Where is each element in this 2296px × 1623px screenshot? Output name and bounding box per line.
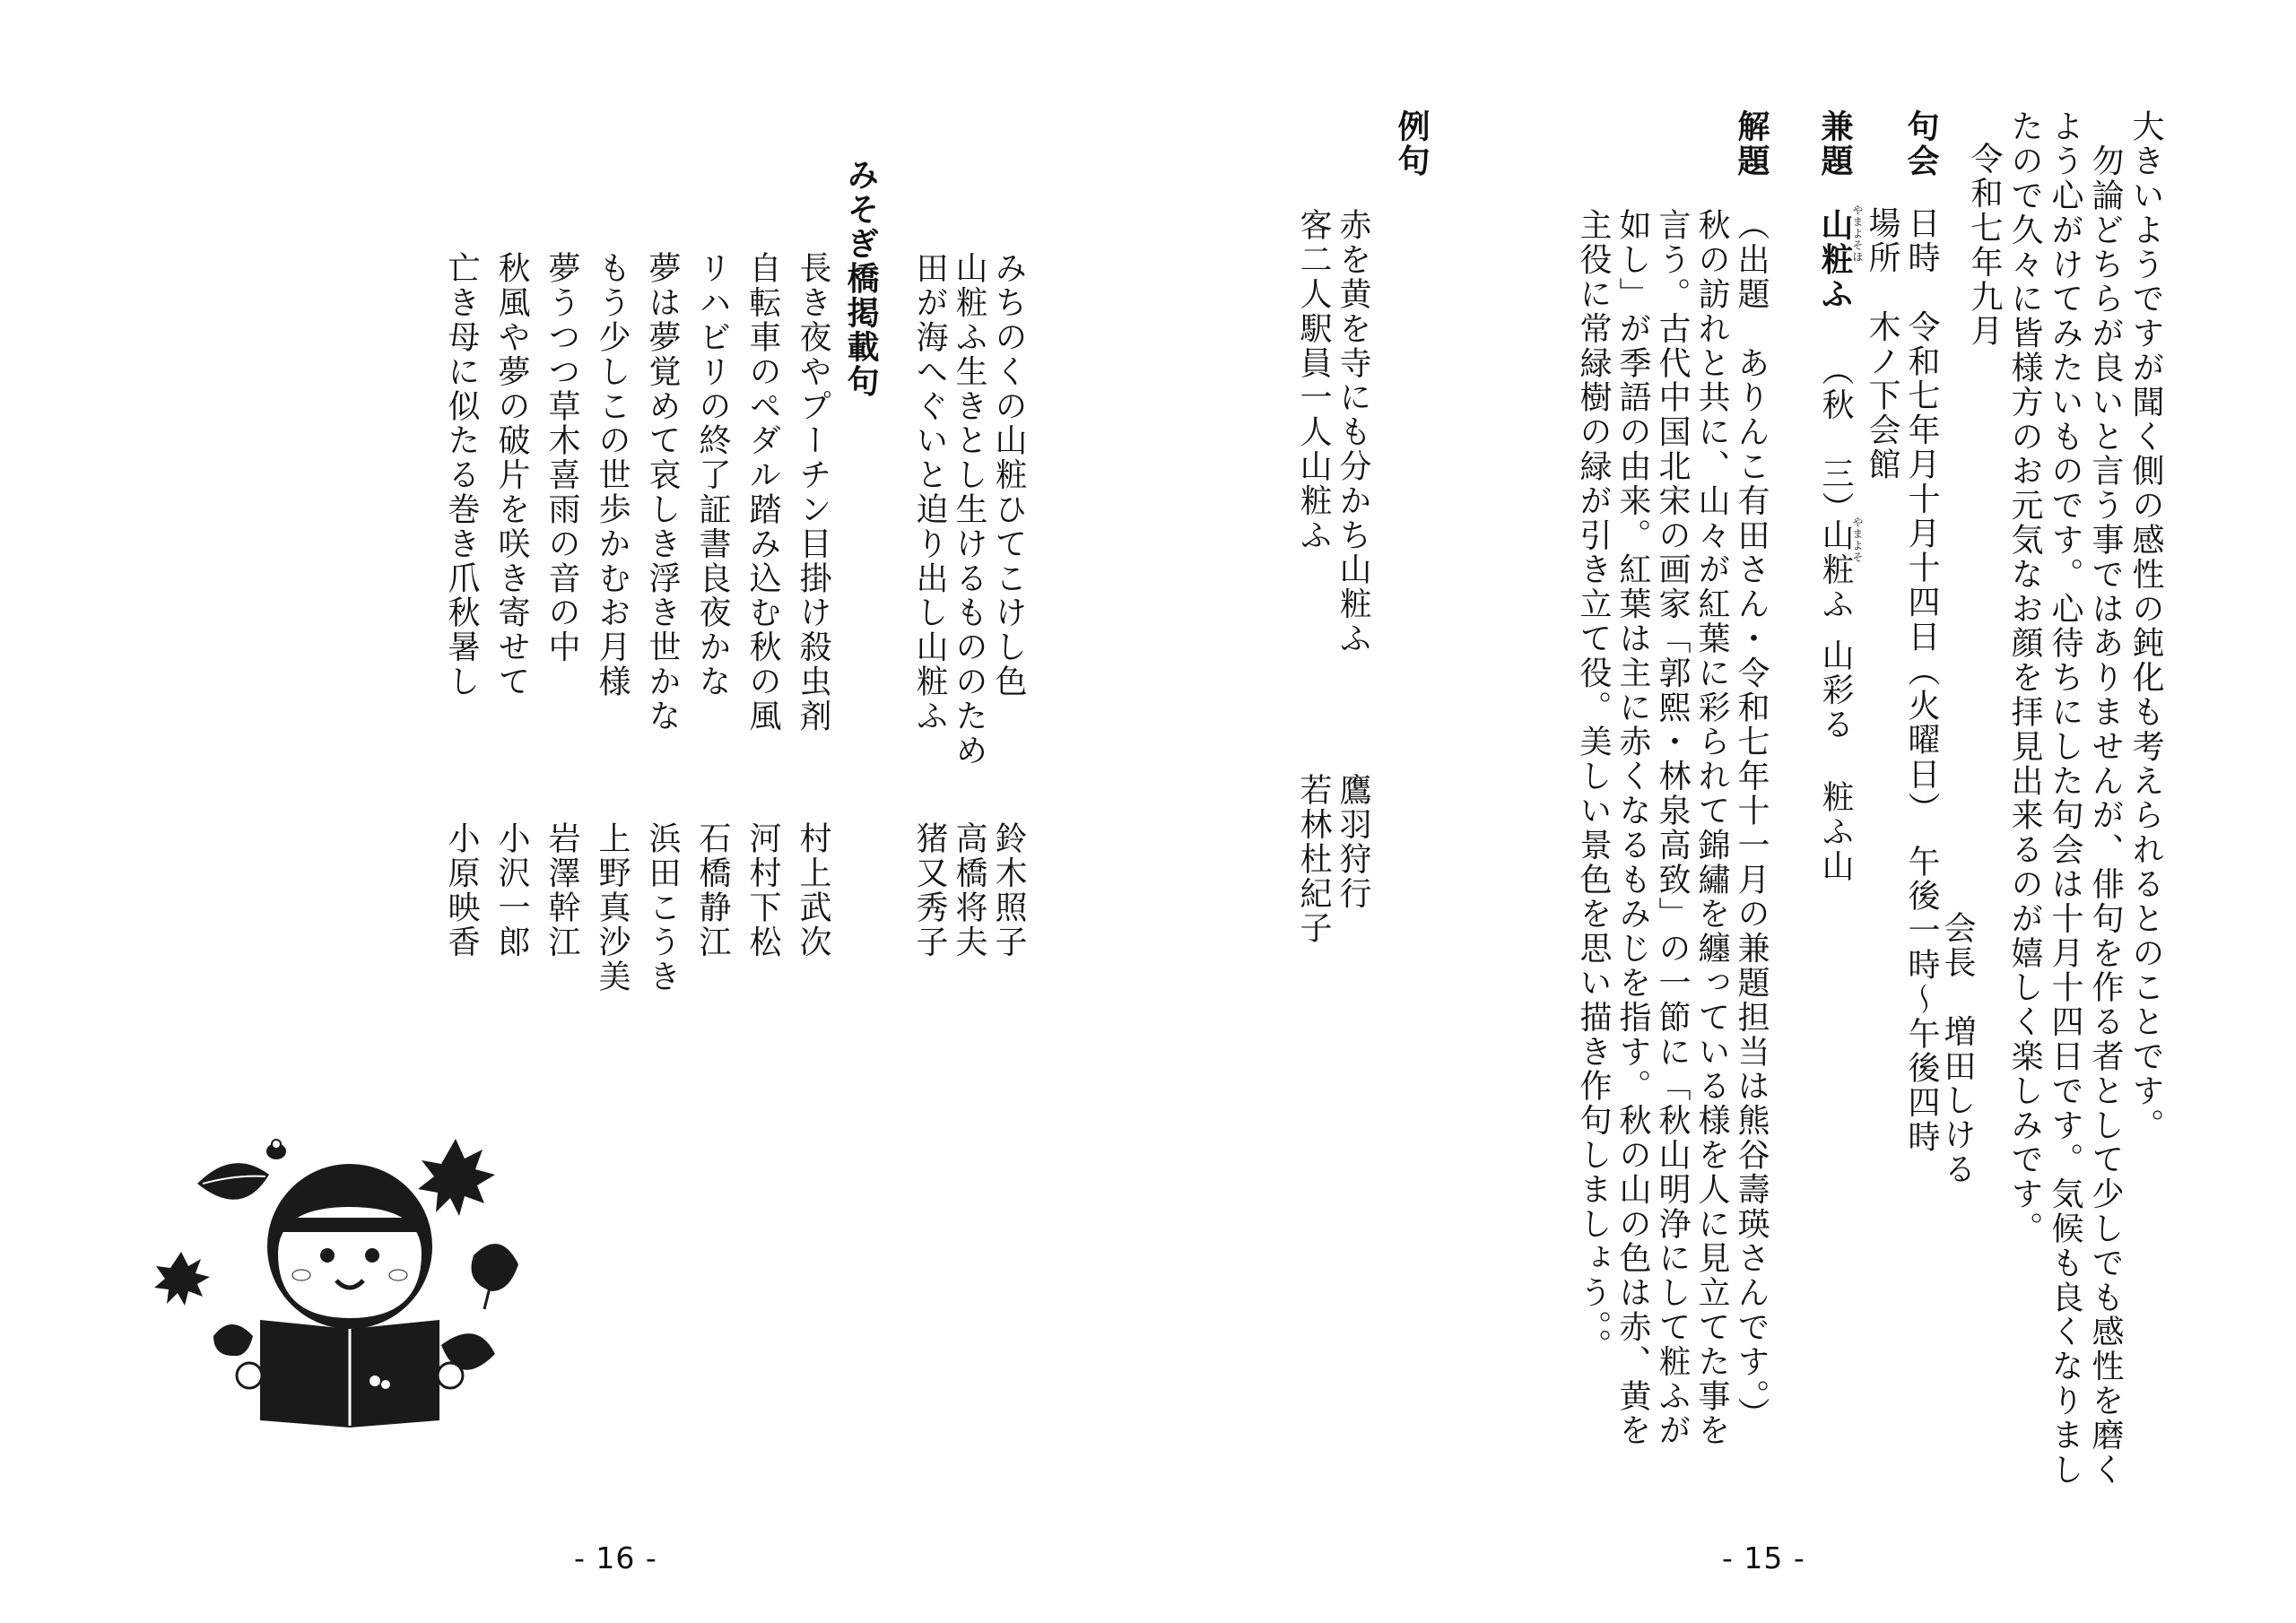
haiku-1-author: 鈴木照子 — [990, 821, 1027, 959]
misogi-4-text: 夢は夢覚めて哀しき浮き世かな — [644, 251, 681, 733]
haiku-3-text: 田が海へぐいと迫り出し山粧ふ — [911, 251, 948, 733]
book-icon — [237, 1320, 463, 1428]
child-head — [267, 1164, 432, 1329]
misogi-6-author: 岩澤幹江 — [544, 821, 580, 959]
kukai-nichiji: 日時 令和七年月十月十四日（火曜日） 午後一時〜午後四時 — [1903, 206, 1940, 1155]
ginkgo-leaf-icon — [213, 1324, 253, 1356]
kukai-heading: 句会 — [1902, 109, 1940, 178]
haiku-1-text: みちのくの山粧ひてこけし色 — [990, 251, 1027, 699]
signature: 会長 増田しける — [1939, 911, 1976, 1187]
kendai-main: 山粧ふ — [1816, 208, 1854, 312]
maple-leaf-icon — [418, 1139, 495, 1216]
maple-leaf-icon — [154, 1252, 210, 1306]
leaf-icon — [197, 1163, 269, 1200]
haiku-2-text: 山粧ふ生きとし生けるもののため — [951, 251, 987, 768]
intro-line-4: たので久々に皆様方のお元気なお顔を拝見出来るのが嬉しく楽しみです。 — [2006, 109, 2043, 1246]
misogi-7-author: 小沢一郎 — [493, 821, 530, 959]
misogi-4-author: 浜田こうき — [644, 821, 681, 994]
haiku-2-author: 高橋将夫 — [951, 821, 987, 959]
child-reading-illustration — [144, 1112, 556, 1435]
misogi-3-author: 石橋静江 — [694, 821, 731, 959]
reiku-2-text: 客二人駅員一人山粧ふ — [1295, 208, 1332, 552]
intro-line-1: 大きいようですが聞く側の感性の鈍化も考えられるとのことです。 — [2127, 109, 2164, 1142]
kaidai-heading: 解題 — [1733, 109, 1770, 178]
misogi-2-author: 河村下松 — [744, 821, 781, 959]
kaidai-line-4: 如し」が季語の由来。紅葉は主に赤くなるもみじを指す。秋の山の色は赤、黄を — [1614, 208, 1651, 1448]
misogi-2-text: 自転車のペダル踏み込む秋の風 — [744, 251, 781, 733]
acorn-icon — [266, 1140, 286, 1159]
misogi-5-author: 上野真沙美 — [594, 821, 631, 994]
reiku-2-author: 若林杜紀子 — [1295, 773, 1332, 945]
intro-line-3: よう心がけてみたいものです。心待ちにした句会は十月十四日です。気候も良くなりまし — [2047, 109, 2083, 1487]
reiku-heading: 例句 — [1393, 109, 1431, 178]
page-15 — [1148, 0, 2296, 1623]
page-number-15: - 15 - — [1722, 1541, 1805, 1575]
intro-line-2: 勿論どちらが良いと言う事ではありませんが、俳句を作る者として少しでも感性を磨く — [2087, 109, 2124, 1487]
misogi-1-author: 村上武次 — [795, 821, 831, 959]
misogi-3-text: リハビリの終了証書良夜かな — [694, 251, 731, 699]
misogi-1-text: 長き夜やプーチン目掛け殺虫剤 — [795, 251, 831, 733]
date-line: 令和七年九月 — [1966, 142, 2003, 349]
kaidai-line-1: （出題 ありんこ有田さん・令和七年十一月の兼題担当は熊谷壽瑛さんです。） — [1733, 208, 1770, 1432]
kendai-alt-2: 山彩る — [1817, 638, 1854, 742]
kendai-alt-1-ruby: やまよそ — [1851, 516, 1864, 563]
misogi-6-text: 夢うつつ草木喜雨の音の中 — [544, 251, 580, 664]
kaidai-line-3: 言う。古代中国北宋の画家「郭熙・林泉高致」の一節に「秋山明浄にして粧ふが — [1654, 208, 1691, 1448]
kukai-basho: 場所 木ノ下会館 — [1864, 206, 1900, 482]
kendai-heading: 兼題 — [1816, 109, 1854, 178]
kaidai-line-2: 秋の訪れと共に、山々が紅葉に彩られて錦繡を纏っている様を人に見立てた事を — [1693, 208, 1730, 1448]
kaidai-line-5: 主役に常緑樹の緑が引き立て役。美しい景色を思い描き作句しましょう。。 — [1575, 208, 1612, 1363]
reiku-1-author: 鷹羽狩行 — [1335, 773, 1371, 911]
misogi-8-text: 亡き母に似たる巻き爪秋暑し — [443, 251, 480, 699]
misogi-heading: みそぎ橋掲載句 — [842, 158, 880, 399]
misogi-5-text: もう少しこの世歩かむお月様 — [594, 251, 631, 699]
kendai-alt-1: 山粧ふ — [1817, 518, 1854, 622]
page-number-16: - 16 - — [574, 1541, 657, 1575]
kendai-main-ruby: やまよそほ — [1851, 204, 1864, 263]
kendai-season: （秋 三） — [1817, 353, 1854, 525]
misogi-7-text: 秋風や夢の破片を咲き寄せて — [493, 251, 530, 699]
reiku-1-text: 赤を黄を寺にも分かち山粧ふ — [1335, 208, 1371, 656]
kendai-alt-3: 粧ふ山 — [1817, 780, 1854, 884]
misogi-8-author: 小原映香 — [443, 821, 480, 959]
haiku-3-author: 猪又秀子 — [911, 821, 948, 959]
ginkgo-leaf-icon — [472, 1244, 519, 1309]
